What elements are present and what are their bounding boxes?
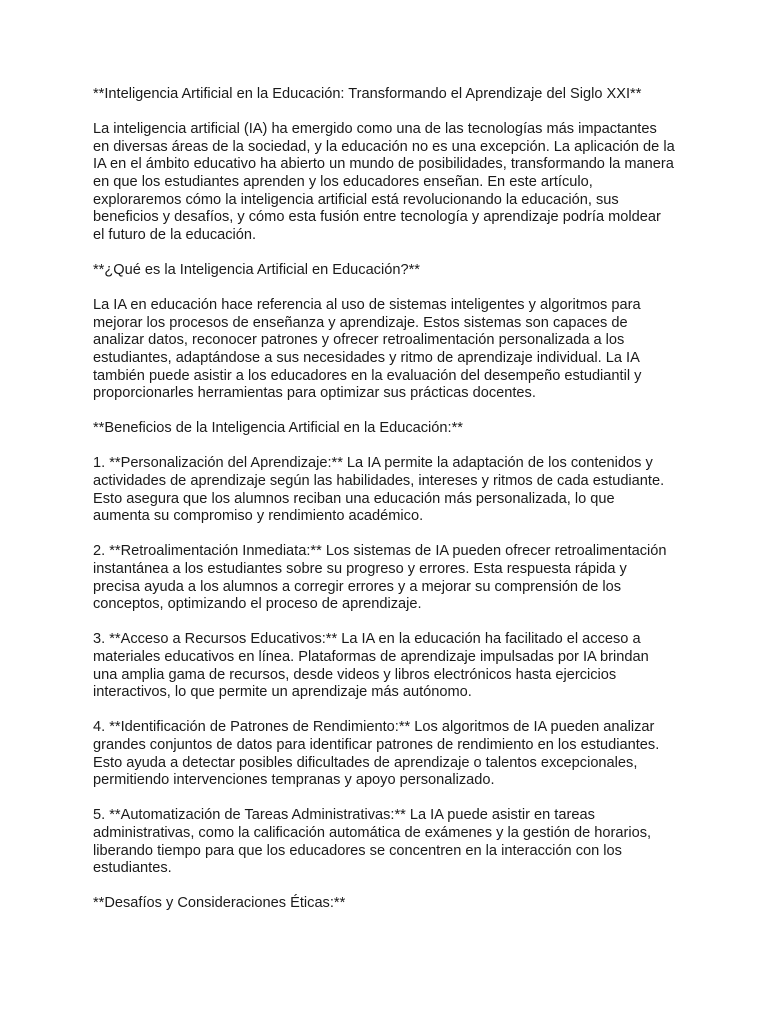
intro-paragraph: La inteligencia artificial (IA) ha emergido como una de las tecnologías más impactantes en diversas áreas de la sociedad, y la educación no es una excepción. La aplicación de la IA en el ámbito educativo ha abierto un mundo de posibilidades, transformando la manera en que los estudiantes aprenden y los educadores enseñan. En este artículo, exploraremos cómo la inteligencia artificial está revolucionando la educación, sus beneficios y desafíos, y cómo esta fusión entre tecnología y aprendizaje podría moldear el futuro de la educación. bbox=[93, 121, 675, 243]
benefit-item-feedback: 2. **Retroalimentación Inmediata:** Los sistemas de IA pueden ofrecer retroalimentación instantánea a los estudiantes sobre su progreso y errores. Esta respuesta rápida y precisa ayuda a los alumnos a corregir errores y a mejorar su comprensión de los conceptos, optimizando el proceso de aprendizaje. bbox=[93, 543, 667, 613]
section-heading-benefits: **Beneficios de la Inteligencia Artificial en la Educación:** bbox=[93, 420, 463, 437]
section-heading-challenges: **Desafíos y Consideraciones Éticas:** bbox=[93, 895, 346, 912]
benefit-item-personalization: 1. **Personalización del Aprendizaje:** La IA permite la adaptación de los contenidos y actividades de aprendizaje según las habilidades, intereses y ritmos de cada estudiante. Esto asegura que los alumnos reciban una educación más personalizada, lo que aumenta su compromiso y rendimiento académico. bbox=[93, 455, 665, 525]
benefit-item-automation: 5. **Automatización de Tareas Administrativas:** La IA puede asistir en tareas administrativas, como la calificación automática de exámenes y la gestión de horarios, liberando tiempo para que los educadores se concentren en la interacción con los estudiantes. bbox=[93, 807, 652, 877]
document-title: **Inteligencia Artificial en la Educación: Transformando el Aprendizaje del Siglo XXI** bbox=[93, 86, 642, 102]
benefit-item-patterns: 4. **Identificación de Patrones de Rendimiento:** Los algoritmos de IA pueden analizar grandes conjuntos de datos para identificar patrones de rendimiento en los estudiantes. Esto ayuda a detectar posibles dificultades de aprendizaje o talentos excepcionales, permitiendo intervenciones tempranas y apoyo personalizado. bbox=[93, 719, 660, 789]
document-body bbox=[93, 86, 675, 931]
section-paragraph-what-is-ai: La IA en educación hace referencia al uso de sistemas inteligentes y algoritmos para mejorar los procesos de enseñanza y aprendizaje. Estos sistemas son capaces de analizar datos, reconocer patrones y ofrecer retroalimentación personalizada a los estudiantes, adaptándose a sus necesidades y ritmo de aprendizaje individual. La IA también puede asistir a los educadores en la evaluación del desempeño estudiantil y proporcionarles herramientas para optimizar sus prácticas docentes. bbox=[93, 297, 642, 402]
section-heading-what-is-ai: **¿Qué es la Inteligencia Artificial en Educación?** bbox=[93, 261, 420, 278]
benefit-item-resources: 3. **Acceso a Recursos Educativos:** La IA en la educación ha facilitado el acceso a materiales educativos en línea. Plataformas de aprendizaje impulsadas por IA brindan una amplia gama de recursos, desde videos y libros electrónicos hasta ejercicios interactivos, lo que permite un aprendizaje más autónomo. bbox=[93, 631, 649, 701]
